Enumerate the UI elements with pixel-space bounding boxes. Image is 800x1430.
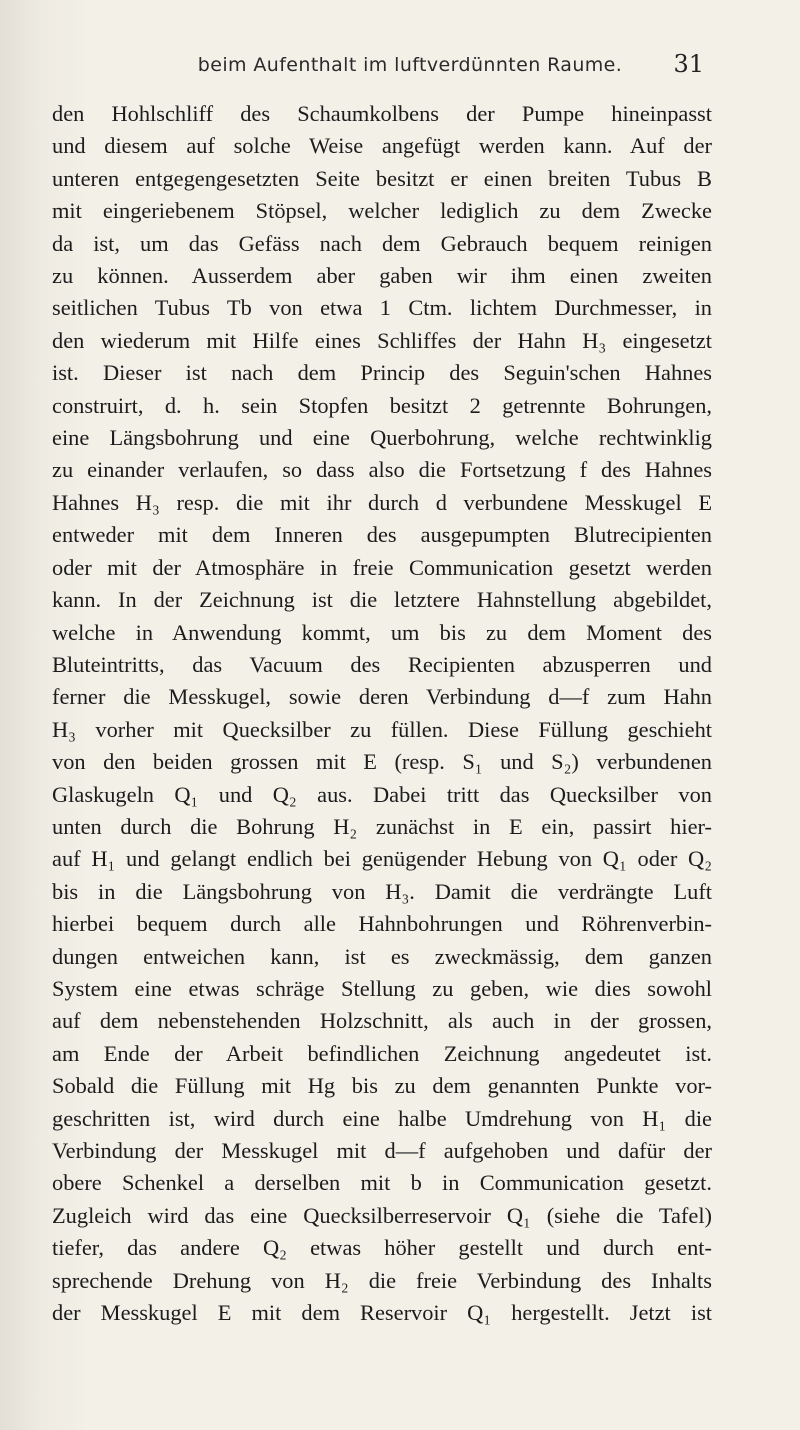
text-line: den wiederum mit Hilfe eines Schliffes der Hahn H₃ eingesetzt <box>52 327 712 353</box>
text-line: zu können. Ausserdem aber gaben wir ihm einen zweiten <box>52 263 712 289</box>
text-line: Zugleich wird das eine Quecksilberreservoir Q₁ (siehe die Tafel) <box>52 1202 712 1228</box>
text-line: mit eingeriebenem Stöpsel, welcher lediglich zu dem Zwecke <box>52 198 712 224</box>
text-line: Sobald die Füllung mit Hg bis zu dem genannten Punkte vor- <box>52 1073 712 1099</box>
text-line: ferner die Messkugel, sowie deren Verbindung d—f zum Hahn <box>52 684 712 710</box>
running-head: beim Aufenthalt im luftverdünnten Raume. <box>197 54 623 76</box>
text-line: Hahnes H₃ resp. die mit ihr durch d verbundene Messkugel E <box>52 489 712 515</box>
text-line: bis in die Längsbohrung von H₃. Damit die verdrängte Luft <box>52 878 712 904</box>
text-line: zu einander verlaufen, so dass also die Fortsetzung f des Hahnes <box>52 457 712 483</box>
text-line: da ist, um das Gefäss nach dem Gebrauch bequem reinigen <box>52 230 712 256</box>
text-line: am Ende der Arbeit befindlichen Zeichnung angedeutet ist. <box>52 1040 712 1066</box>
text-line: unten durch die Bohrung H₂ zunächst in E ein, passirt hier- <box>52 813 712 839</box>
text-line: von den beiden grossen mit E (resp. S₁ und S₂) verbundenen <box>52 749 712 775</box>
text-line: seitlichen Tubus Tb von etwa 1 Ctm. lichtem Durchmesser, in <box>52 295 712 321</box>
body-text <box>52 98 712 1329</box>
text-line: Glaskugeln Q₁ und Q₂ aus. Dabei tritt das Quecksilber von <box>52 781 712 807</box>
text-line: Bluteintritts, das Vacuum des Recipienten abzusperren und <box>52 651 712 677</box>
text-line: hierbei bequem durch alle Hahnbohrungen und Röhrenverbin- <box>52 911 712 937</box>
text-line: tiefer, das andere Q₂ etwas höher gestellt und durch ent- <box>52 1235 712 1261</box>
text-line: System eine etwas schräge Stellung zu geben, wie dies sowohl <box>52 975 712 1001</box>
text-line: Verbindung der Messkugel mit d—f aufgehoben und dafür der <box>52 1138 712 1163</box>
text-line: construirt, d. h. sein Stopfen besitzt 2 getrennte Bohrungen, <box>52 392 712 418</box>
text-line: sprechende Drehung von H₂ die freie Verbindung des Inhalts <box>52 1267 712 1293</box>
text-line: oder mit der Atmosphäre in freie Communication gesetzt werden <box>52 554 712 580</box>
text-line: H₃ vorher mit Quecksilber zu füllen. Diese Füllung geschieht <box>52 716 712 742</box>
text-line: geschritten ist, wird durch eine halbe Umdrehung von H₁ die <box>52 1105 712 1131</box>
text-line: der Messkugel E mit dem Reservoir Q₁ hergestellt. Jetzt ist <box>52 1300 712 1326</box>
text-line: eine Längsbohrung und eine Querbohrung, welche rechtwinklig <box>52 425 712 451</box>
text-line: den Hohlschliff des Schaumkolbens der Pumpe hineinpasst <box>52 101 712 126</box>
text-line: unteren entgegengesetzten Seite besitzt er einen breiten Tubus B <box>52 165 712 191</box>
text-line: dungen entweichen kann, ist es zweckmässig, dem ganzen <box>52 943 712 969</box>
text-line: ist. Dieser ist nach dem Princip des Seguin'schen Hahnes <box>52 360 712 386</box>
text-line: und diesem auf solche Weise angefügt werden kann. Auf der <box>52 133 712 159</box>
text-line: welche in Anwendung kommt, um bis zu dem Moment des <box>52 619 712 645</box>
text-line: auf dem nebenstehenden Holzschnitt, als auch in der grossen, <box>52 1008 712 1034</box>
text-line: entweder mit dem Inneren des ausgepumpten Blutrecipienten <box>52 522 712 548</box>
text-line: auf H₁ und gelangt endlich bei genügender Hebung von Q₁ oder Q₂ <box>52 846 712 872</box>
text-line: kann. In der Zeichnung ist die letztere Hahnstellung abgebildet, <box>52 587 712 613</box>
page-number: 31 <box>673 50 704 78</box>
text-line: obere Schenkel a derselben mit b in Communication gesetzt. <box>52 1170 712 1196</box>
